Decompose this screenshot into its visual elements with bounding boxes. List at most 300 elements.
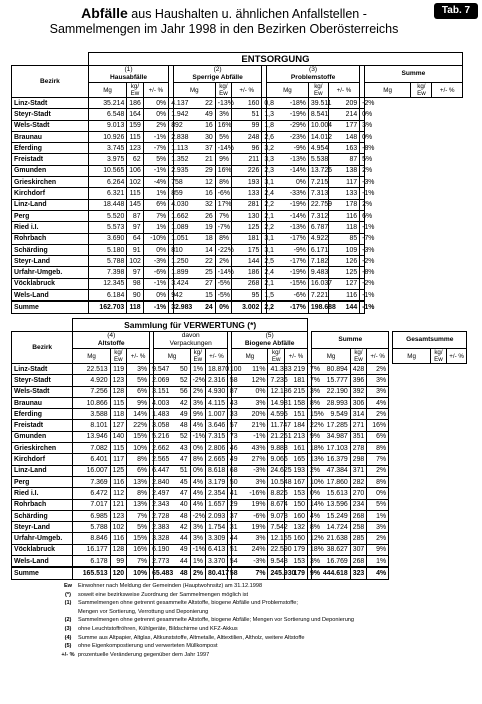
unit-mg: Mg [73, 349, 110, 364]
table-cell: 49 [173, 109, 215, 120]
table-cell: -2% [360, 278, 365, 289]
table-cell: 19 [173, 222, 215, 233]
table-cell: 3% [360, 120, 365, 131]
table-cell: 162.703 [88, 301, 126, 313]
table-row [12, 522, 467, 533]
table-cell: -3% [360, 244, 365, 255]
table-row [12, 290, 463, 302]
table-cell: 4.137 [169, 98, 174, 109]
table-cell: 2% [308, 465, 312, 476]
table-cell: 73 [227, 431, 231, 442]
table-cell: 118 [127, 301, 143, 313]
table-cell: 115 [127, 188, 143, 199]
table-cell: 3.975 [88, 154, 126, 165]
table-row [12, 278, 463, 289]
table-cell: 2,4 [262, 188, 267, 199]
bezirk-name: Linz-Land [12, 465, 73, 476]
bezirk-name: Perg [12, 210, 89, 221]
table-cell: 118 [328, 222, 359, 233]
table-cell: 8.541 [308, 109, 328, 120]
footnote-text: Summe aus Altpapier, Altglas, Altkunststoffe, Altmetalle, Alttextilien, Altholz, weitere Altstoffe [78, 634, 305, 641]
table-cell: 112 [110, 488, 126, 499]
table-row [12, 443, 467, 454]
table-cell: 165 [284, 454, 307, 465]
table-cell: 19% [232, 522, 268, 533]
table-cell: 8.618 [205, 465, 227, 476]
table-cell: 9.483 [308, 267, 328, 278]
table-row [12, 431, 467, 442]
table-cell: 282 [350, 476, 366, 487]
table-cell: 145 [127, 199, 143, 210]
table-cell: -14% [267, 165, 309, 176]
table-cell: 159 [127, 120, 143, 131]
table-cell: 21% [232, 420, 268, 431]
footnote-key: (*) [65, 591, 71, 598]
table-cell: -17% [267, 233, 309, 244]
unit-mg: Mg [173, 83, 215, 98]
unit-kg-ew: kg/ Ew [110, 349, 126, 364]
table-cell: -14% [267, 210, 309, 221]
table-cell: 5.520 [88, 210, 126, 221]
table-cell: 128 [110, 544, 126, 555]
table-cell: 127 [328, 278, 359, 289]
table-cell: 165.513 [73, 567, 110, 579]
table-cell: 24.625 [268, 465, 284, 476]
table-cell: 49 [154, 544, 190, 555]
table-cell: 2.093 [205, 510, 227, 521]
table-cell: 109 [328, 244, 359, 255]
footnote [58, 591, 458, 600]
unit-mg: Mg [393, 349, 430, 364]
table-cell: 3.058 [150, 420, 154, 431]
table-cell: 5.216 [150, 431, 154, 442]
table-cell: 125 [328, 267, 359, 278]
unit-change: +/- % [367, 349, 389, 364]
table-cell: -14% [215, 267, 231, 278]
table-cell: 323 [350, 567, 366, 579]
table-cell: 226 [232, 165, 262, 176]
table-cell: 26 [173, 210, 215, 221]
table-cell: 7% [143, 210, 169, 221]
table-cell: 3.002 [232, 301, 262, 313]
table-cell: 2% [190, 567, 205, 579]
table-cell: 163 [328, 143, 359, 154]
footnote-text: ohne Leuchtstoffröhren, Kühlgeräte, Bildschirme und KFZ-Akkus [78, 625, 238, 632]
table-cell: 3.151 [150, 386, 154, 397]
table-cell: 35.214 [88, 98, 126, 109]
table-cell: 0% [143, 244, 169, 255]
title-rest: aus Haushalten u. ähnlichen Anfallstellen - [127, 7, 367, 21]
table-cell: 5% [143, 154, 169, 165]
footnote-text: Mengen vor Sortierung, Verrottung und Deponierung [78, 608, 209, 615]
table-cell: 31 [227, 522, 231, 533]
table-cell: -2% [190, 510, 205, 521]
table-cell: 13% [127, 476, 150, 487]
summe-row [12, 301, 463, 313]
table-cell: 1.754 [205, 522, 227, 533]
table-cell: 5% [367, 499, 389, 510]
table-cell: 2.069 [150, 375, 154, 386]
unit-kg-ew: kg/ Ew [215, 83, 231, 98]
table-cell: 40 [154, 499, 190, 510]
table-cell: 13% [127, 499, 150, 510]
table-cell: 9% [215, 154, 231, 165]
table-cell: -4% [143, 177, 169, 188]
table-cell: 1,3 [262, 109, 267, 120]
table-cell: 285 [350, 533, 366, 544]
table-row [12, 420, 467, 431]
table-cell: -9% [267, 143, 309, 154]
table-cell: 7.236 [268, 375, 284, 386]
col-sperrige: (2) Sperrige Abfälle [173, 66, 262, 83]
table-cell: 32.983 [169, 301, 174, 313]
table-cell: 22.513 [73, 364, 110, 375]
table-cell: -3% [232, 465, 268, 476]
table-row [12, 544, 467, 555]
bezirk-name: Wels-Land [12, 290, 89, 302]
table-cell: 1.089 [169, 222, 174, 233]
table-cell: 0% [190, 465, 205, 476]
table-cell: 14 [173, 244, 215, 255]
table-cell: 80.417 [205, 567, 227, 579]
table-cell: 298 [350, 454, 366, 465]
table-cell: 160 [284, 533, 307, 544]
unit-change: +/- % [432, 83, 463, 98]
table-cell: 17.103 [312, 443, 350, 454]
table-cell: 4.954 [308, 143, 328, 154]
table-cell: 8% [127, 454, 150, 465]
table-cell: 97 [127, 267, 143, 278]
table-cell: 214 [328, 109, 359, 120]
table-cell: 3% [367, 375, 389, 386]
table-cell: 123 [110, 510, 126, 521]
table-cell: 29 [173, 165, 215, 176]
table-cell: 5% [127, 522, 150, 533]
table-cell: 10.926 [88, 131, 126, 142]
table-cell: 10.866 [73, 397, 110, 408]
table-cell: 278 [350, 443, 366, 454]
table-cell: 859 [169, 188, 174, 199]
table-row [12, 188, 463, 199]
table-cell: 3,1 [262, 233, 267, 244]
table-cell: 14.981 [268, 397, 284, 408]
table-cell: 17.860 [312, 476, 350, 487]
table-cell: 161 [284, 443, 307, 454]
table-cell: 245.930 [268, 567, 284, 579]
bezirk-name: Grieskirchen [12, 177, 89, 188]
table-cell: 3.179 [205, 476, 227, 487]
bezirk-name: Rohrbach [12, 499, 73, 510]
table-cell: 1.250 [169, 256, 174, 267]
bezirk-name: Steyr-Land [12, 256, 89, 267]
table-cell: 126 [328, 256, 359, 267]
table-cell: 4% [190, 420, 205, 431]
table-cell: 18.448 [88, 199, 126, 210]
table-cell: 270 [350, 488, 366, 499]
table-cell: 16% [127, 544, 150, 555]
table-row [12, 98, 463, 109]
bezirk-name: Eferding [12, 143, 89, 154]
table-cell: 6% [367, 431, 389, 442]
table-cell: 5.788 [88, 256, 126, 267]
table-cell: 10.565 [88, 165, 126, 176]
bezirk-name: Linz-Stadt [12, 364, 73, 375]
table-cell: 56 [154, 386, 190, 397]
footnote [58, 642, 458, 651]
table-cell: 11.747 [268, 420, 284, 431]
table-cell: 248 [232, 131, 262, 142]
table-cell: 2% [215, 256, 231, 267]
table-cell: 3.588 [73, 409, 110, 420]
bezirk-header: Bezirk [12, 66, 89, 98]
table-cell: 198.688 [308, 301, 328, 313]
table-cell: 8% [127, 488, 150, 499]
table-cell: 181 [232, 233, 262, 244]
table-cell: 6.401 [73, 454, 110, 465]
bezirk-name: Eferding [12, 409, 73, 420]
table-cell: 2,2 [262, 222, 267, 233]
table-cell: 47 [154, 488, 190, 499]
unit-change: +/- % [447, 349, 467, 364]
table-cell: 15 [173, 290, 215, 302]
unit-change: +/- % [284, 349, 307, 364]
bezirk-name: Gmunden [12, 431, 73, 442]
table-number-badge: Tab. 7 [434, 3, 478, 19]
table-cell: 16% [215, 120, 231, 131]
table-cell: 7.017 [73, 499, 110, 510]
table-cell: 4% [367, 567, 389, 579]
entsorgung-section-title: ENTSORGUNG [88, 53, 462, 66]
table-cell: 8.674 [268, 499, 284, 510]
table-cell: 7.215 [308, 177, 328, 188]
table-cell: 3% [215, 109, 231, 120]
unit-mg: Mg [154, 349, 190, 364]
table-cell: 9% [308, 431, 312, 442]
table-cell: 6.321 [88, 188, 126, 199]
table-cell: 2,6 [262, 131, 267, 142]
table-cell: 8% [308, 397, 312, 408]
col-verpackungen: davon Verpackungen [154, 332, 227, 349]
table-cell: 193 [284, 465, 307, 476]
table-cell: -7% [143, 143, 169, 154]
table-row [12, 154, 463, 165]
table-row [12, 364, 467, 375]
table-cell: -19% [267, 199, 309, 210]
table-cell: 27 [173, 278, 215, 289]
bezirk-name: Steyr-Stadt [12, 109, 89, 120]
footnote-text: Sammelmengen ohne getrennt gesammelte Altstoffe, biogene Abfälle und Problemstoffe; [78, 600, 298, 607]
table-cell: 167 [284, 476, 307, 487]
bezirk-name: Freistadt [12, 154, 89, 165]
table-cell: -9% [267, 244, 309, 255]
table-cell: 3,1 [262, 177, 267, 188]
table-cell: 4.003 [150, 397, 154, 408]
table-cell: -13% [267, 222, 309, 233]
table-cell: -1% [360, 301, 365, 313]
bezirk-header-2: Bezirk [12, 332, 73, 364]
col-hausabfaelle: (1) Hausabfälle [88, 66, 168, 83]
table-cell: -10% [143, 233, 169, 244]
table-cell: 29 [227, 499, 231, 510]
table-cell: 21.638 [312, 533, 350, 544]
table-cell: 281 [232, 199, 262, 210]
table-cell: 2,2 [262, 301, 267, 313]
table-row [12, 199, 463, 210]
table-cell: 87 [127, 210, 143, 221]
table-cell: -6% [267, 290, 309, 302]
table-cell: 125 [232, 222, 262, 233]
page-title [14, 6, 434, 37]
table-cell: 7% [367, 454, 389, 465]
table-cell: -1% [360, 188, 365, 199]
table-cell: 34.987 [312, 431, 350, 442]
verwertung-table [11, 318, 467, 580]
table-cell: 0% [143, 98, 169, 109]
footnotes [58, 582, 458, 659]
table-cell: 2.806 [205, 443, 227, 454]
table-cell: -1% [143, 165, 169, 176]
table-cell: 125 [110, 465, 126, 476]
bezirk-name: Vöcklabruck [12, 278, 89, 289]
table-cell: 87 [328, 154, 359, 165]
table-cell: 0% [143, 109, 169, 120]
table-cell: 4.922 [308, 233, 328, 244]
table-row [12, 409, 467, 420]
table-cell: 2% [367, 364, 389, 375]
table-cell: -7% [360, 233, 365, 244]
bezirk-name: Ried i.I. [12, 222, 89, 233]
table-cell: 132 [284, 522, 307, 533]
table-cell: 2% [360, 199, 365, 210]
table-cell: -5% [215, 278, 231, 289]
table-cell: 209 [328, 98, 359, 109]
table-cell: -16% [232, 488, 268, 499]
table-cell: 4% [190, 499, 205, 510]
table-cell: 14.012 [308, 131, 328, 142]
table-cell: 0% [190, 443, 205, 454]
table-cell: 9.888 [268, 443, 284, 454]
table-cell: 16% [215, 165, 231, 176]
table-cell: 127 [110, 420, 126, 431]
table-cell: 4% [367, 397, 389, 408]
table-row [12, 386, 467, 397]
table-cell: -1% [143, 278, 169, 289]
table-cell: 9.078 [268, 510, 284, 521]
table-cell: 87 [227, 386, 231, 397]
bezirk-name: Wels-Stadt [12, 386, 73, 397]
table-cell: 15.613 [312, 488, 350, 499]
table-cell: 8.846 [73, 533, 110, 544]
table-cell: 37 [173, 143, 215, 154]
table-cell: 10.004 [308, 120, 328, 131]
table-cell: 0% [360, 109, 365, 120]
table-cell: 1.899 [169, 267, 174, 278]
table-cell: 3% [190, 397, 205, 408]
table-cell: 2.935 [169, 165, 174, 176]
table-cell: 15% [127, 431, 150, 442]
table-row [12, 177, 463, 188]
table-cell: 396 [350, 375, 366, 386]
table-cell: -1% [190, 544, 205, 555]
table-cell: 6% [127, 465, 150, 476]
table-cell: 3% [367, 522, 389, 533]
table-cell: 150 [284, 499, 307, 510]
table-cell: 7.315 [205, 431, 227, 442]
table-cell: 3.328 [150, 533, 154, 544]
table-cell: 2% [367, 533, 389, 544]
table-cell: 85 [328, 233, 359, 244]
table-cell: 51 [227, 544, 231, 555]
table-cell: 1% [190, 364, 205, 375]
table-cell: 9.549 [312, 409, 350, 420]
table-cell: 51 [154, 465, 190, 476]
table-cell: 38.627 [312, 544, 350, 555]
table-cell: 392 [350, 386, 366, 397]
table-cell: 6.447 [150, 465, 154, 476]
table-cell: 12% [308, 533, 312, 544]
bezirk-name: Linz-Stadt [12, 98, 89, 109]
table-cell: 3.745 [88, 143, 126, 154]
table-cell: 0% [360, 131, 365, 142]
table-cell: 13.946 [73, 431, 110, 442]
table-cell: 16.037 [308, 278, 328, 289]
table-cell: 6% [127, 386, 150, 397]
table-row [12, 397, 467, 408]
table-cell: 13.726 [308, 165, 328, 176]
table-cell: -8% [360, 143, 365, 154]
table-cell: 7.313 [308, 188, 328, 199]
table-cell: 1% [143, 222, 169, 233]
table-cell: 1.113 [169, 143, 174, 154]
table-cell: 2,5 [262, 256, 267, 267]
footnote-key: (4) [64, 634, 72, 641]
summe-row [12, 567, 467, 579]
table-cell: 213 [284, 431, 307, 442]
table-cell: -8% [360, 267, 365, 278]
table-cell: 8% [367, 443, 389, 454]
table-cell: 6.184 [88, 290, 126, 302]
table-cell: 39.511 [308, 98, 328, 109]
table-cell: 3.309 [205, 533, 227, 544]
footnote-key [58, 608, 78, 617]
table-cell: 6.264 [88, 177, 126, 188]
table-cell: 1.662 [169, 210, 174, 221]
table-cell: 1.942 [169, 109, 174, 120]
table-cell: 5% [215, 131, 231, 142]
table-cell: 97 [127, 222, 143, 233]
table-row [12, 465, 467, 476]
table-cell: 1% [190, 556, 205, 568]
unit-kg-ew: kg/ Ew [350, 349, 366, 364]
table-cell: 892 [169, 120, 174, 131]
table-cell: 118 [110, 409, 126, 420]
table-cell: 6.472 [73, 488, 110, 499]
table-cell: 2.662 [150, 443, 154, 454]
table-cell: 102 [110, 522, 126, 533]
table-cell: 8% [308, 522, 312, 533]
table-cell: 3,3 [262, 154, 267, 165]
table-cell: 22 [173, 256, 215, 267]
table-cell: 14.724 [312, 522, 350, 533]
subtitle: Sammelmengen im Jahr 1998 in den Bezirken Oberösterreichs [49, 22, 399, 36]
table-row [12, 120, 463, 131]
table-cell: 133 [232, 188, 262, 199]
table-cell: 15% [308, 409, 312, 420]
footnote-text: Sammelmengen ohne getrennt gesammelte Altstoffe, biogene Abfälle; Mengen vor Sortierung und Deponierung [78, 617, 355, 624]
table-row [12, 222, 463, 233]
table-cell: 3% [232, 476, 268, 487]
table-cell: 2,2 [262, 199, 267, 210]
